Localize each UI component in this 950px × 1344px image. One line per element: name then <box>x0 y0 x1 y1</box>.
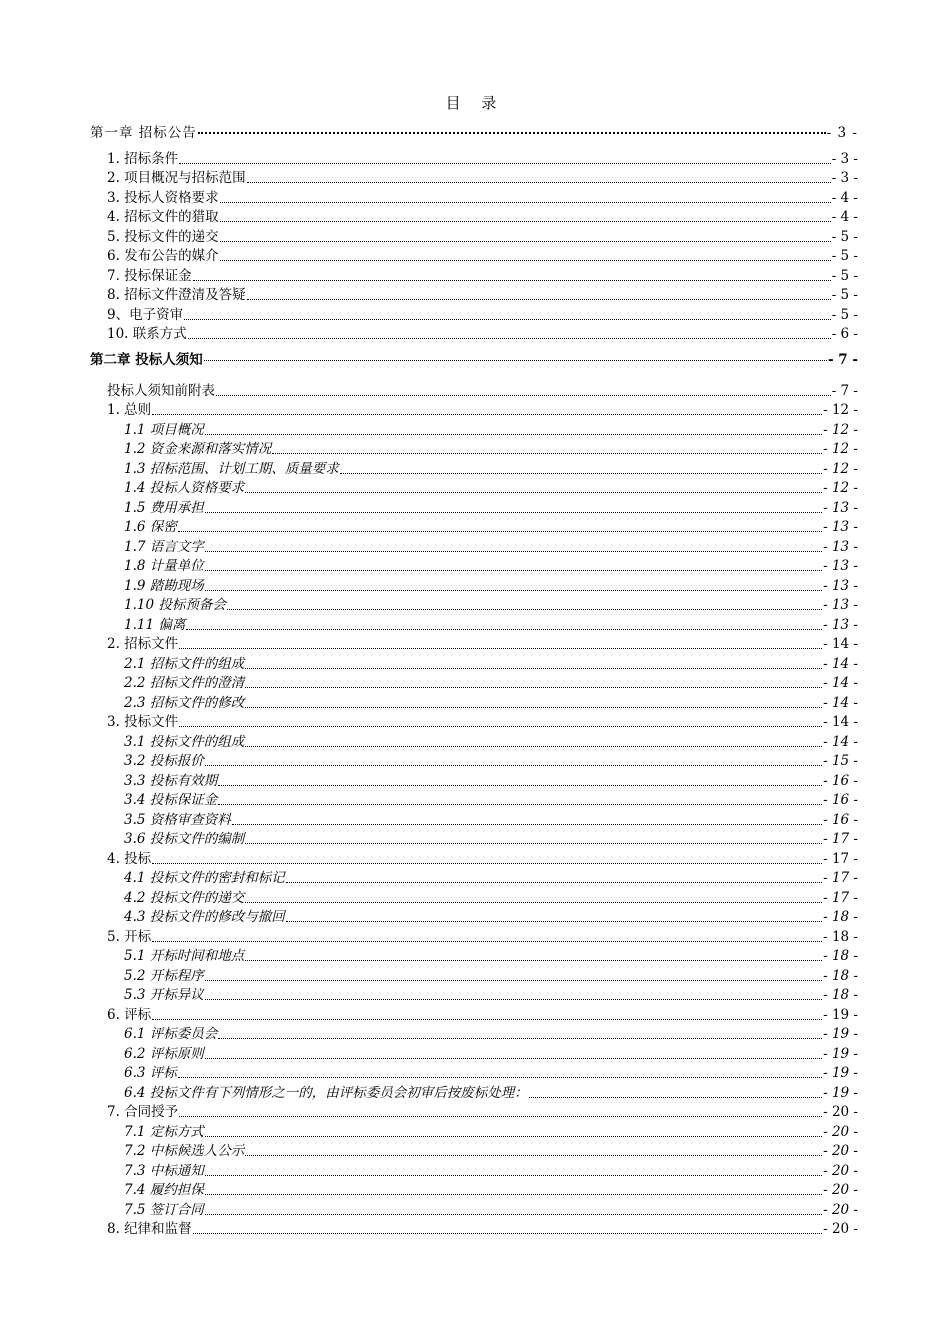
toc-page-number: - 13 - <box>823 538 858 555</box>
toc-entry-label: 3.6 投标文件的编制 <box>124 831 245 847</box>
toc-dot-leader <box>245 667 822 669</box>
toc-page-number: - 5 - <box>831 287 858 303</box>
toc-section-entry[interactable] <box>90 265 858 285</box>
toc-chapter-entry[interactable] <box>90 118 858 148</box>
toc-dot-leader <box>193 279 831 281</box>
toc-section-entry[interactable] <box>90 380 858 400</box>
toc-dot-leader <box>245 706 822 708</box>
toc-dot-leader <box>205 550 822 552</box>
toc-dot-leader <box>286 920 822 922</box>
toc-dot-leader <box>178 530 822 532</box>
toc-section-entry[interactable] <box>90 285 858 305</box>
toc-page-number: - 19 - <box>823 1026 858 1042</box>
toc-section-entry[interactable] <box>90 324 858 344</box>
toc-subsection-entry[interactable] <box>90 965 858 985</box>
toc-page-number: - 16 - <box>823 772 858 789</box>
toc-dot-leader <box>227 608 822 610</box>
toc-subsection-entry[interactable] <box>90 536 858 556</box>
toc-entry-label: 2. 项目概况与招标范围 <box>107 170 246 186</box>
toc-page-number: - 20 - <box>823 1162 858 1179</box>
toc-dot-leader <box>272 452 822 454</box>
toc-subsection-entry[interactable] <box>90 1082 858 1102</box>
toc-dot-leader <box>232 823 822 825</box>
toc-dot-leader <box>340 472 822 474</box>
toc-page-number: - 20 - <box>823 1201 858 1218</box>
toc-page-number: - 4 - <box>831 209 858 225</box>
toc-subsection-entry[interactable] <box>90 1180 858 1200</box>
toc-dot-leader <box>220 240 831 242</box>
toc-dot-leader <box>218 784 822 786</box>
toc-dot-leader <box>247 298 831 300</box>
toc-subsection-entry[interactable] <box>90 829 858 849</box>
toc-page-number: - 13 - <box>823 558 858 574</box>
toc-chapter-entry[interactable] <box>90 347 858 374</box>
toc-subsection-entry[interactable] <box>90 1121 858 1141</box>
toc-entry-label: 5.2 开标程序 <box>124 967 204 984</box>
toc-section-entry[interactable] <box>90 400 858 420</box>
toc-entry-label: 1.5 费用承担 <box>124 499 204 516</box>
toc-dot-leader <box>152 862 822 864</box>
toc-entry-label: 1.8 计量单位 <box>124 558 204 574</box>
toc-entry-label: 6. 评标 <box>107 1006 152 1023</box>
toc-subsection-entry[interactable] <box>90 575 858 595</box>
toc-entry-label: 8. 纪律和监督 <box>107 1221 192 1237</box>
toc-subsection-entry[interactable] <box>90 1141 858 1161</box>
toc-dot-leader <box>286 881 822 883</box>
toc-page-number: - 14 - <box>823 694 858 711</box>
toc-entry-label: 3.5 资格审查资料 <box>124 811 231 828</box>
toc-entry-label: 1.1 项目概况 <box>124 421 204 438</box>
toc-page-number: - 12 - <box>823 421 858 438</box>
toc-subsection-entry[interactable] <box>90 1199 858 1219</box>
toc-entry-label: 6. 发布公告的媒介 <box>107 248 219 264</box>
toc-dot-leader <box>245 686 822 688</box>
toc-dot-leader <box>245 842 822 844</box>
toc-dot-leader <box>179 647 822 649</box>
toc-page-number: - 5 - <box>831 248 858 264</box>
toc-entry-label: 10. 联系方式 <box>107 326 187 342</box>
toc-page-number: - 13 - <box>823 577 858 594</box>
toc-page-number: - 14 - <box>823 714 858 730</box>
toc-entry-label: 3.1 投标文件的组成 <box>124 733 245 750</box>
toc-entry-label: 2.2 招标文件的澄清 <box>124 675 245 691</box>
toc-list <box>90 118 858 1238</box>
toc-entry-label: 3.4 投标保证金 <box>124 792 218 808</box>
toc-section-entry[interactable] <box>90 304 858 324</box>
toc-subsection-entry[interactable] <box>90 458 858 478</box>
toc-page-number: - 14 - <box>823 655 858 672</box>
toc-page-number: - 18 - <box>823 909 858 925</box>
toc-page-number: - 16 - <box>823 811 858 828</box>
toc-page-number: - 4 - <box>831 189 858 206</box>
toc-subsection-entry[interactable] <box>90 887 858 907</box>
toc-entry-label: 7.5 签订合同 <box>124 1201 204 1218</box>
toc-subsection-entry[interactable] <box>90 595 858 615</box>
toc-dot-leader <box>152 1018 822 1020</box>
toc-entry-label: 投标人须知前附表 <box>107 382 215 399</box>
toc-dot-leader <box>205 764 822 766</box>
toc-page-number: - 15 - <box>823 753 858 769</box>
toc-dot-leader <box>220 220 831 222</box>
toc-dot-leader <box>216 394 831 396</box>
toc-dot-leader <box>205 998 822 1000</box>
toc-dot-leader <box>218 803 822 805</box>
toc-entry-label: 4. 投标 <box>107 850 152 867</box>
toc-page-number: - 18 - <box>823 948 858 964</box>
toc-dot-leader <box>179 162 831 164</box>
toc-page-number: - 18 - <box>823 967 858 984</box>
toc-subsection-entry[interactable] <box>90 1160 858 1180</box>
toc-dot-leader <box>205 1174 822 1176</box>
toc-dot-leader <box>205 569 822 571</box>
toc-subsection-entry[interactable] <box>90 790 858 810</box>
toc-dot-leader <box>152 940 822 942</box>
toc-section-entry[interactable] <box>90 1102 858 1122</box>
toc-page-number: - 3 - <box>826 124 858 141</box>
toc-subsection-entry[interactable] <box>90 419 858 439</box>
toc-entry-label: 1.11 偏离 <box>124 616 186 633</box>
toc-entry-label: 3. 投标文件 <box>107 714 179 730</box>
toc-entry-label: 3. 投标人资格要求 <box>107 189 219 206</box>
toc-entry-label: 4. 招标文件的猎取 <box>107 209 219 225</box>
toc-subsection-entry[interactable] <box>90 946 858 966</box>
toc-entry-label: 7.3 中标通知 <box>124 1162 204 1179</box>
toc-entry-label: 1.10 投标预备会 <box>124 597 226 613</box>
toc-subsection-entry[interactable] <box>90 556 858 576</box>
toc-subsection-entry[interactable] <box>90 731 858 751</box>
toc-page-number: - 3 - <box>831 150 858 167</box>
toc-page-number: - 5 - <box>831 228 858 245</box>
toc-page-number: - 13 - <box>823 616 858 633</box>
toc-dot-leader <box>179 1115 822 1117</box>
toc-entry-label: 4.1 投标文件的密封和标记 <box>124 870 285 886</box>
toc-dot-leader <box>245 491 822 493</box>
toc-subsection-entry[interactable] <box>90 517 858 537</box>
toc-entry-label: 2. 招标文件 <box>107 636 179 652</box>
toc-page-number: - 13 - <box>823 499 858 516</box>
toc-subsection-entry[interactable] <box>90 653 858 673</box>
toc-page-number: - 17 - <box>823 889 858 906</box>
toc-entry-label: 4.2 投标文件的递交 <box>124 889 245 906</box>
toc-dot-leader <box>205 511 822 513</box>
toc-entry-label: 8. 招标文件澄清及答疑 <box>107 287 246 303</box>
toc-section-entry[interactable] <box>90 148 858 168</box>
toc-page-number: - 17 - <box>823 850 858 867</box>
toc-dot-leader <box>247 181 831 183</box>
toc-page-number: - 5 - <box>831 267 858 284</box>
toc-page-number: - 3 - <box>831 170 858 186</box>
toc-entry-label: 7.4 履约担保 <box>124 1182 204 1198</box>
toc-subsection-entry[interactable] <box>90 868 858 888</box>
toc-subsection-entry[interactable] <box>90 1043 858 1063</box>
toc-section-entry[interactable] <box>90 848 858 868</box>
toc-subsection-entry[interactable] <box>90 1063 858 1083</box>
toc-subsection-entry[interactable] <box>90 692 858 712</box>
toc-dot-leader <box>205 979 822 981</box>
toc-entry-label: 1.7 语言文字 <box>124 538 204 555</box>
toc-page-number: - 12 - <box>823 480 858 496</box>
toc-dot-leader <box>186 628 822 630</box>
toc-entry-label: 2.1 招标文件的组成 <box>124 655 245 672</box>
toc-dot-leader <box>205 433 822 435</box>
toc-page-number: - 19 - <box>823 1045 858 1062</box>
toc-page-number: - 7 - <box>828 352 858 368</box>
toc-subsection-entry[interactable] <box>90 478 858 498</box>
toc-page-number: - 19 - <box>823 1065 858 1081</box>
toc-dot-leader <box>245 901 822 903</box>
toc-dot-leader <box>205 1057 822 1059</box>
toc-page-number: - 12 - <box>823 460 858 477</box>
toc-dot-leader <box>205 589 822 591</box>
toc-entry-label: 6.2 评标原则 <box>124 1045 204 1062</box>
toc-dot-leader <box>205 1193 822 1195</box>
toc-dot-leader <box>220 259 831 261</box>
toc-page-number: - 17 - <box>823 831 858 847</box>
toc-page-number: - 20 - <box>823 1221 858 1237</box>
toc-entry-label: 4.3 投标文件的修改与撤回 <box>124 909 285 925</box>
toc-dot-leader <box>205 1213 822 1215</box>
toc-entry-label: 6.1 评标委员会 <box>124 1026 218 1042</box>
toc-entry-label: 5. 投标文件的递交 <box>107 228 219 245</box>
toc-title: 目 录 <box>445 94 505 112</box>
toc-page-number: - 20 - <box>823 1143 858 1159</box>
toc-page-number: - 19 - <box>823 1006 858 1023</box>
toc-section-entry[interactable] <box>90 246 858 266</box>
toc-entry-label: 9、电子资审 <box>107 306 184 323</box>
toc-dot-leader <box>188 337 831 339</box>
toc-entry-label: 1.6 保密 <box>124 519 177 535</box>
toc-page-number: - 12 - <box>823 441 858 457</box>
toc-page-number: - 13 - <box>823 597 858 613</box>
toc-page-number: - 7 - <box>831 382 858 399</box>
toc-page-number: - 19 - <box>823 1084 858 1101</box>
toc-entry-label: 1.9 踏勘现场 <box>124 577 204 594</box>
toc-page-number: - 14 - <box>823 733 858 750</box>
toc-entry-label: 7. 投标保证金 <box>107 267 192 284</box>
toc-entry-label: 5.3 开标异议 <box>124 987 204 1003</box>
toc-entry-label: 1.3 招标范围、计划工期、质量要求 <box>124 460 339 477</box>
toc-section-entry[interactable] <box>90 634 858 654</box>
toc-subsection-entry[interactable] <box>90 751 858 771</box>
toc-entry-label: 2.3 招标文件的修改 <box>124 694 245 711</box>
toc-dot-leader <box>220 201 831 203</box>
toc-dot-leader <box>152 413 822 415</box>
toc-entry-label: 第二章 投标人须知 <box>90 352 203 368</box>
toc-section-entry[interactable] <box>90 226 858 246</box>
toc-dot-leader <box>204 360 827 361</box>
toc-entry-label: 5. 开标 <box>107 928 152 945</box>
toc-subsection-entry[interactable] <box>90 673 858 693</box>
toc-subsection-entry[interactable] <box>90 614 858 634</box>
toc-page-number: - 13 - <box>823 519 858 535</box>
toc-section-entry[interactable] <box>90 926 858 946</box>
toc-section-entry[interactable] <box>90 712 858 732</box>
toc-entry-label: 3.2 投标报价 <box>124 753 204 769</box>
toc-subsection-entry[interactable] <box>90 907 858 927</box>
toc-dot-leader <box>529 1096 822 1098</box>
toc-page-number: - 16 - <box>823 792 858 808</box>
toc-dot-leader <box>193 1232 822 1234</box>
toc-entry-label: 7.2 中标候选人公示 <box>124 1143 245 1159</box>
toc-page-number: - 14 - <box>823 675 858 691</box>
toc-section-entry[interactable] <box>90 187 858 207</box>
toc-entry-label: 1. 总则 <box>107 402 152 418</box>
toc-page-number: - 5 - <box>831 306 858 323</box>
toc-subsection-entry[interactable] <box>90 985 858 1005</box>
toc-dot-leader <box>178 1076 822 1078</box>
toc-page-number: - 17 - <box>823 870 858 886</box>
toc-dot-leader <box>218 1037 822 1039</box>
toc-subsection-entry[interactable] <box>90 809 858 829</box>
toc-page-number: - 18 - <box>823 928 858 945</box>
toc-entry-label: 5.1 开标时间和地点 <box>124 948 245 964</box>
toc-subsection-entry[interactable] <box>90 439 858 459</box>
toc-entry-label: 1.2 资金来源和落实情况 <box>124 441 272 457</box>
toc-dot-leader <box>245 1154 822 1156</box>
toc-section-entry[interactable] <box>90 168 858 188</box>
toc-section-entry[interactable] <box>90 1004 858 1024</box>
toc-dot-leader <box>245 745 822 747</box>
toc-subsection-entry[interactable] <box>90 497 858 517</box>
toc-dot-leader <box>179 725 822 727</box>
toc-subsection-entry[interactable] <box>90 770 858 790</box>
toc-entry-label: 1.4 投标人资格要求 <box>124 480 245 496</box>
toc-dot-leader <box>198 132 826 134</box>
toc-entry-label: 3.3 投标有效期 <box>124 772 218 789</box>
toc-page-number: - 18 - <box>823 987 858 1003</box>
toc-dot-leader <box>184 318 831 320</box>
toc-entry-label: 6.4 投标文件有下列情形之一的，由评标委员会初审后按废标处理： <box>124 1084 528 1101</box>
toc-entry-label: 1. 招标条件 <box>107 150 179 167</box>
toc-page-number: - 14 - <box>823 636 858 652</box>
toc-page-number: - 20 - <box>823 1104 858 1120</box>
toc-page-number: - 12 - <box>823 402 858 418</box>
toc-entry-label: 第一章 招标公告 <box>90 124 197 141</box>
toc-page-number: - 20 - <box>823 1182 858 1198</box>
toc-dot-leader <box>245 959 822 961</box>
toc-section-entry[interactable] <box>90 1219 858 1239</box>
toc-page-number: - 20 - <box>823 1123 858 1140</box>
toc-subsection-entry[interactable] <box>90 1024 858 1044</box>
toc-dot-leader <box>205 1135 822 1137</box>
toc-section-entry[interactable] <box>90 207 858 227</box>
toc-page-number: - 6 - <box>831 326 858 342</box>
toc-entry-label: 6.3 评标 <box>124 1065 177 1081</box>
toc-entry-label: 7. 合同授予 <box>107 1104 179 1120</box>
toc-entry-label: 7.1 定标方式 <box>124 1123 204 1140</box>
